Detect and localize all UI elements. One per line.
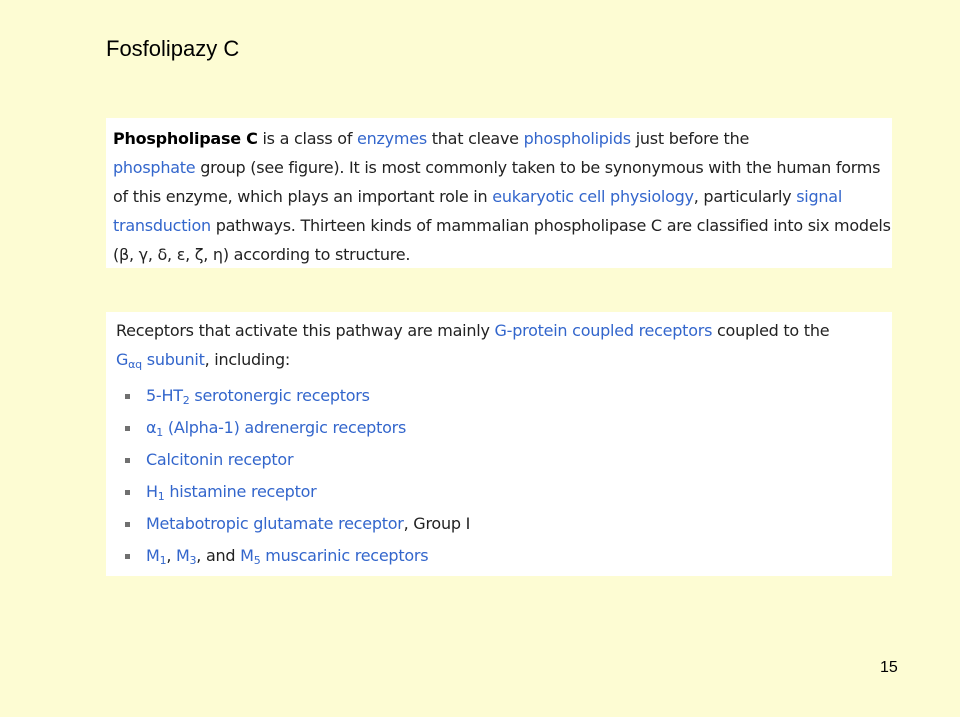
receptor-list [116,380,892,572]
list-item [116,540,892,572]
bullet-icon [125,394,130,399]
link-signal-transduction[interactable]: signal transduction [113,187,843,235]
text: that cleave [426,129,524,148]
link-eukaryotic-cell-physiology[interactable]: eukaryotic cell physiology [492,187,694,206]
receptors-section [106,312,892,576]
slide-title: Fosfolipazy C [106,36,240,61]
link-m5-muscarinic-receptors[interactable]: $M_5$ muscarinic receptors [240,546,429,567]
page-number: 15 [880,659,898,676]
bullet-icon [125,426,130,431]
list-item [116,380,892,412]
term-phospholipase-c: Phospholipase C [113,129,258,148]
text: , particularly [693,187,797,206]
text: coupled to the [712,321,830,340]
text: is a class of [257,129,358,148]
text: group (see figure). It is most commonly taken to be synonymous with the human forms of this enzyme, which plays an important role in [113,158,881,206]
phospholipase-c-description [106,118,892,268]
bullet-icon [125,458,130,463]
link-5ht2-serotonergic-receptors[interactable]: $5-HT_2$ serotonergic receptors [146,386,370,407]
link-m1[interactable]: $M_1$ [146,546,167,567]
list-item [116,444,892,476]
text: , including: [204,350,291,369]
list-item [116,412,892,444]
text: Receptors that activate this pathway are mainly [116,321,495,340]
link-phospholipids[interactable]: phospholipids [523,129,631,148]
link-phosphate[interactable]: phosphate [113,158,196,177]
text: , [166,546,176,565]
bullet-icon [125,554,130,559]
link-m3[interactable]: $M_3$ [175,546,197,567]
bullet-icon [125,490,130,495]
link-g-protein-coupled-receptors[interactable]: G-protein coupled receptors [494,321,713,340]
receptors-intro [116,316,892,374]
text: , and [196,546,241,565]
list-item [116,476,892,508]
text: pathways. Thirteen kinds of mammalian phospholipase C are classified into six models (β, γ, δ, ε, ζ, η) according to structure. [113,216,891,264]
bullet-icon [125,522,130,527]
link-alpha1-adrenergic-receptors[interactable]: $\alpha_1$ (Alpha-1) adrenergic receptors [146,418,407,439]
link-enzymes[interactable]: enzymes [357,129,427,148]
text-group-i: , Group I [403,514,471,533]
link-h1-histamine-receptor[interactable]: $H_1$ histamine receptor [146,482,317,503]
link-metabotropic-glutamate-receptor[interactable]: Metabotropic glutamate receptor [146,514,404,533]
link-calcitonin-receptor[interactable]: Calcitonin receptor [146,450,294,469]
list-item [116,508,892,540]
link-g-alpha-q-subunit[interactable]: $G_{\alpha q}$ subunit [116,350,205,371]
text: just before the [630,129,750,148]
